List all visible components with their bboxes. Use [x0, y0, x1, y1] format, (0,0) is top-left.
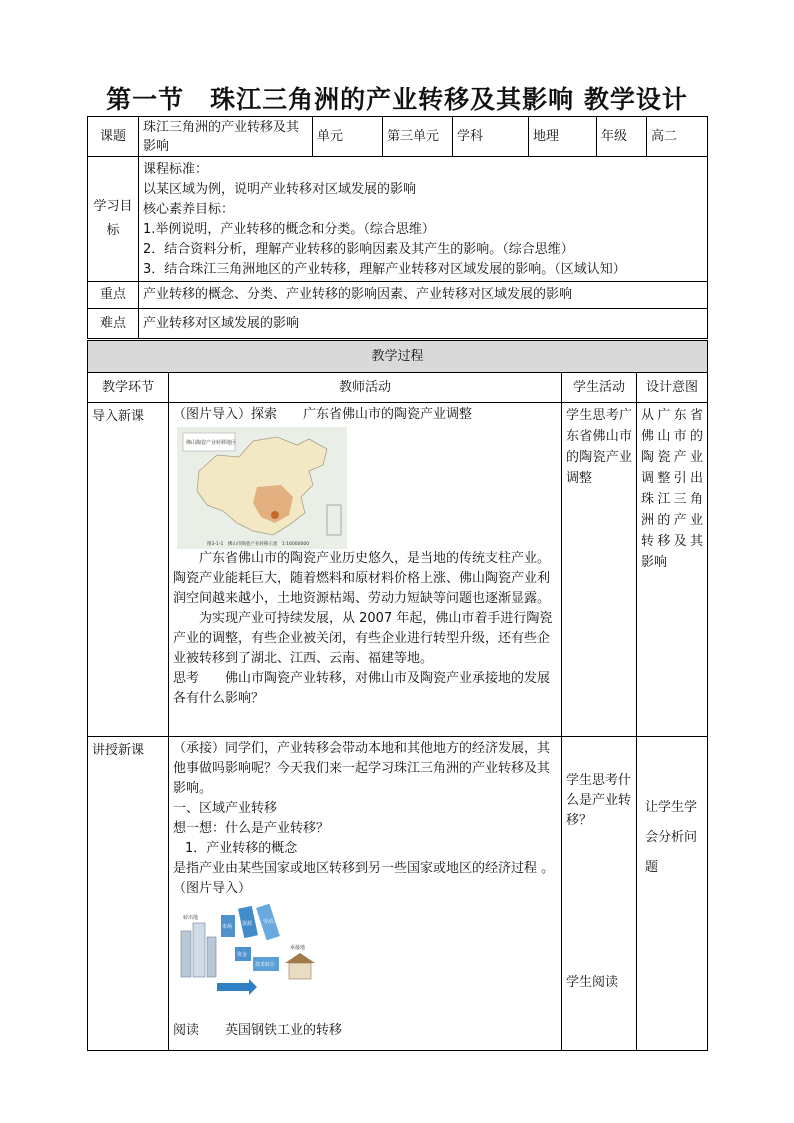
teacher-cell: [169, 737, 562, 1051]
teacher-paragraph: 为实现产业可持续发展，从 2007 年起，佛山市着手进行陶瓷产业的调整，有些企业被关闭，有些企业进行转型升级，还有些企业被转移到了湖北、江西、云南、福建等地。: [173, 611, 553, 666]
intent-cell: [637, 737, 708, 1051]
flow-label: 转出地: [183, 915, 199, 921]
unit-label: 单元: [313, 117, 383, 157]
flow-label: 资金: [237, 952, 248, 958]
goals-content: [139, 157, 708, 282]
column-header: 教学环节: [88, 373, 169, 403]
flow-label: 承接地: [290, 945, 306, 951]
page-title: 第一节 珠江三角洲的产业转移及其影响 教学设计: [106, 85, 688, 114]
goals-line: 2．结合资料分析，理解产业转移的影响因素及其产生的影响。（综合思维）: [143, 242, 574, 257]
column-header: 学生活动: [562, 373, 637, 403]
teacher-intro: （图片导入）探索 广东省佛山市的陶瓷产业调整: [173, 407, 473, 422]
column-header: 设计意图: [637, 373, 708, 403]
stage-cell: 讲授新课: [88, 737, 169, 1051]
flow-label: 市场: [222, 924, 233, 930]
flow-label: 资源: [242, 921, 253, 927]
industry-transfer-diagram: [177, 901, 317, 1001]
column-header: 教师活动: [169, 373, 562, 403]
goals-line: 以某区域为例，说明产业转移对区域发展的影响: [143, 182, 417, 197]
teacher-line: 一、区域产业转移: [173, 801, 278, 816]
course-info-table: [87, 116, 708, 339]
process-row-lecture: [88, 737, 708, 1051]
map-legend: 佛山陶瓷产业转移地区: [186, 440, 237, 446]
grade-value: 高二: [647, 117, 708, 157]
unit-value: 第三单元: [383, 117, 453, 157]
topic-value: 珠江三角洲的产业转移及其影响: [139, 117, 313, 157]
teacher-line: 是指产业由某些国家或地区转移到另一些国家或地区的经济过程 。: [173, 861, 555, 876]
china-map-graphic: [177, 427, 347, 549]
student-cell: [562, 737, 637, 1051]
key-points-label: 重点: [88, 282, 139, 309]
teacher-line: 想一想：什么是产业转移？: [173, 821, 330, 836]
goals-line: 1.举例说明，产业转移的概念和分类。（综合思维）: [143, 222, 435, 237]
student-reading: 学生阅读: [566, 975, 619, 990]
stage-cell: 导入新课: [88, 403, 169, 737]
goals-line: 课程标准：: [143, 162, 209, 177]
subject-label: 学科: [453, 117, 529, 157]
china-map-image: [177, 427, 347, 549]
flow-label: 劳动力: [263, 919, 279, 925]
teacher-line: （承接）同学们，产业转移会带动本地和其他地方的经济发展，其他事做吗影响呢？今天我们来一起学习珠江三角洲的产业转移及其影响。: [173, 741, 551, 796]
teacher-paragraph: 广东省佛山市的陶瓷产业历史悠久，是当地的传统支柱产业。陶瓷产业能耗巨大，随着燃料和原材料价格上涨、佛山陶瓷产业利润空间越来越小，土地资源枯竭、劳动力短缺等问题也逐渐显露。: [173, 551, 551, 606]
topic-label: 课题: [88, 117, 139, 157]
teacher-line: （图片导入）: [173, 881, 252, 896]
student-cell: 学生思考广东省佛山市的陶瓷产业调整: [562, 403, 637, 737]
flow-label: 技术转让: [255, 962, 276, 968]
transfer-diagram-graphic: [177, 901, 317, 1001]
subject-value: 地理: [529, 117, 597, 157]
goals-line: 核心素养目标：: [143, 202, 235, 217]
teacher-line: 1．产业转移的概念: [185, 841, 298, 856]
key-points-text: 产业转移的概念、分类、产业转移的影响因素、产业转移对区域发展的影响: [139, 282, 708, 309]
goals-label: 学习目标: [88, 157, 139, 282]
difficulty-text: 产业转移对区域发展的影响: [139, 309, 708, 339]
teacher-cell: [169, 403, 562, 737]
process-table: [87, 340, 708, 1051]
intent-cell: 从广东省佛山市的陶瓷产业调整引出珠江三角洲的产业转移及其影响: [637, 403, 708, 737]
grade-label: 年级: [597, 117, 647, 157]
map-caption: 图3-1-1 佛山市陶瓷产业转移示意 1:16000000: [207, 542, 310, 547]
student-activity: 学生思考什么是产业转移？: [566, 773, 632, 828]
process-title: 教学过程: [88, 341, 708, 373]
think-question: 思考 佛山市陶瓷产业转移，对佛山市及陶瓷产业承接地的发展各有什么影响？: [173, 671, 551, 706]
difficulty-label: 难点: [88, 309, 139, 339]
process-row-intro: [88, 403, 708, 737]
reading-line: 阅读 英国钢铁工业的转移: [173, 1023, 343, 1038]
goals-line: 3．结合珠江三角洲地区的产业转移，理解产业转移对区域发展的影响。（区域认知）: [143, 262, 626, 277]
intent-text: 让学生学会分析问题: [645, 800, 698, 875]
